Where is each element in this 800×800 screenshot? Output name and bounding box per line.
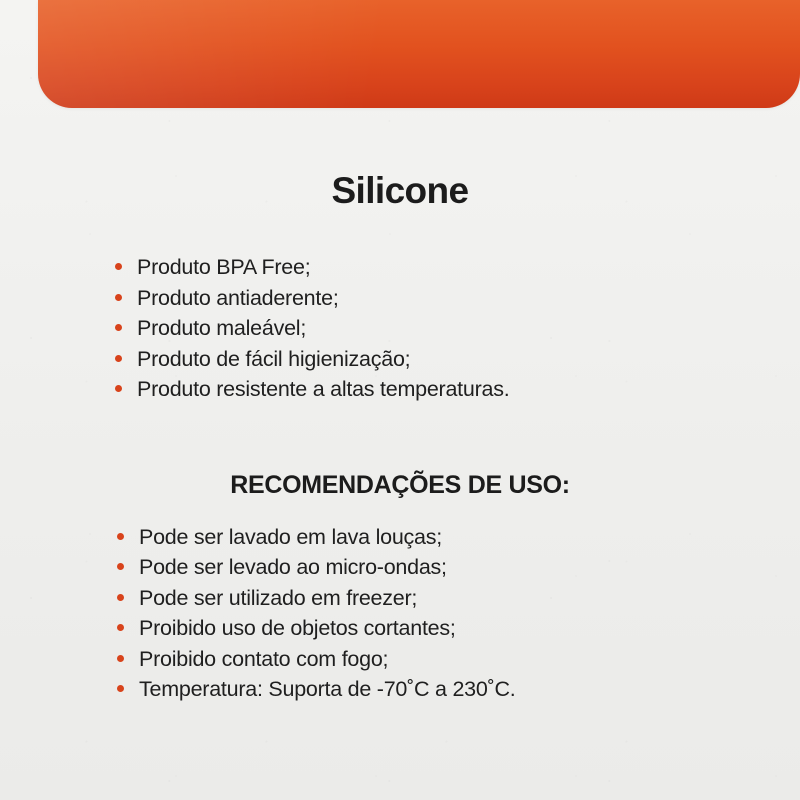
list-item-label: Produto de fácil higienização; xyxy=(137,346,411,371)
list-item-label: Proibido contato com fogo; xyxy=(139,646,389,671)
list-item-label: Pode ser lavado em lava louças; xyxy=(139,524,442,549)
list-item-label: Temperatura: Suporta de -70˚C a 230˚C. xyxy=(139,677,516,702)
list-item xyxy=(114,644,800,675)
list-item-label: Produto antiaderente; xyxy=(137,285,339,310)
list-item xyxy=(112,252,800,283)
bullet-icon xyxy=(115,294,122,301)
bullet-icon xyxy=(115,263,122,270)
list-item xyxy=(112,344,800,375)
top-banner xyxy=(38,0,800,108)
list-item-label: Produto BPA Free; xyxy=(137,255,311,279)
bullet-icon xyxy=(117,655,124,662)
bullet-icon xyxy=(117,624,124,631)
bullet-icon xyxy=(115,324,122,331)
bullet-icon xyxy=(115,355,122,362)
list-item xyxy=(112,313,800,344)
list-item-label: Pode ser levado ao micro-ondas; xyxy=(139,555,447,580)
bullet-icon xyxy=(115,385,122,392)
list-item-label: Proibido uso de objetos cortantes; xyxy=(139,616,456,641)
features-list xyxy=(0,252,800,405)
list-item-label: Pode ser utilizado em freezer; xyxy=(139,585,418,610)
list-item xyxy=(114,583,800,614)
bullet-icon xyxy=(117,563,124,570)
list-item-label: Produto maleável; xyxy=(137,316,307,341)
list-item xyxy=(112,374,800,405)
bullet-icon xyxy=(117,685,124,692)
list-item-label: Produto resistente a altas temperaturas. xyxy=(137,377,510,402)
list-item xyxy=(114,522,800,553)
usage-heading: RECOMENDAÇÕES DE USO: xyxy=(230,470,570,499)
list-item xyxy=(112,283,800,314)
bullet-icon xyxy=(117,533,124,540)
usage-list xyxy=(0,522,800,705)
page-title: Silicone xyxy=(331,170,469,211)
list-item xyxy=(114,552,800,583)
content-area xyxy=(0,108,800,800)
bullet-icon xyxy=(117,594,124,601)
list-item xyxy=(114,613,800,644)
list-item xyxy=(114,674,800,705)
